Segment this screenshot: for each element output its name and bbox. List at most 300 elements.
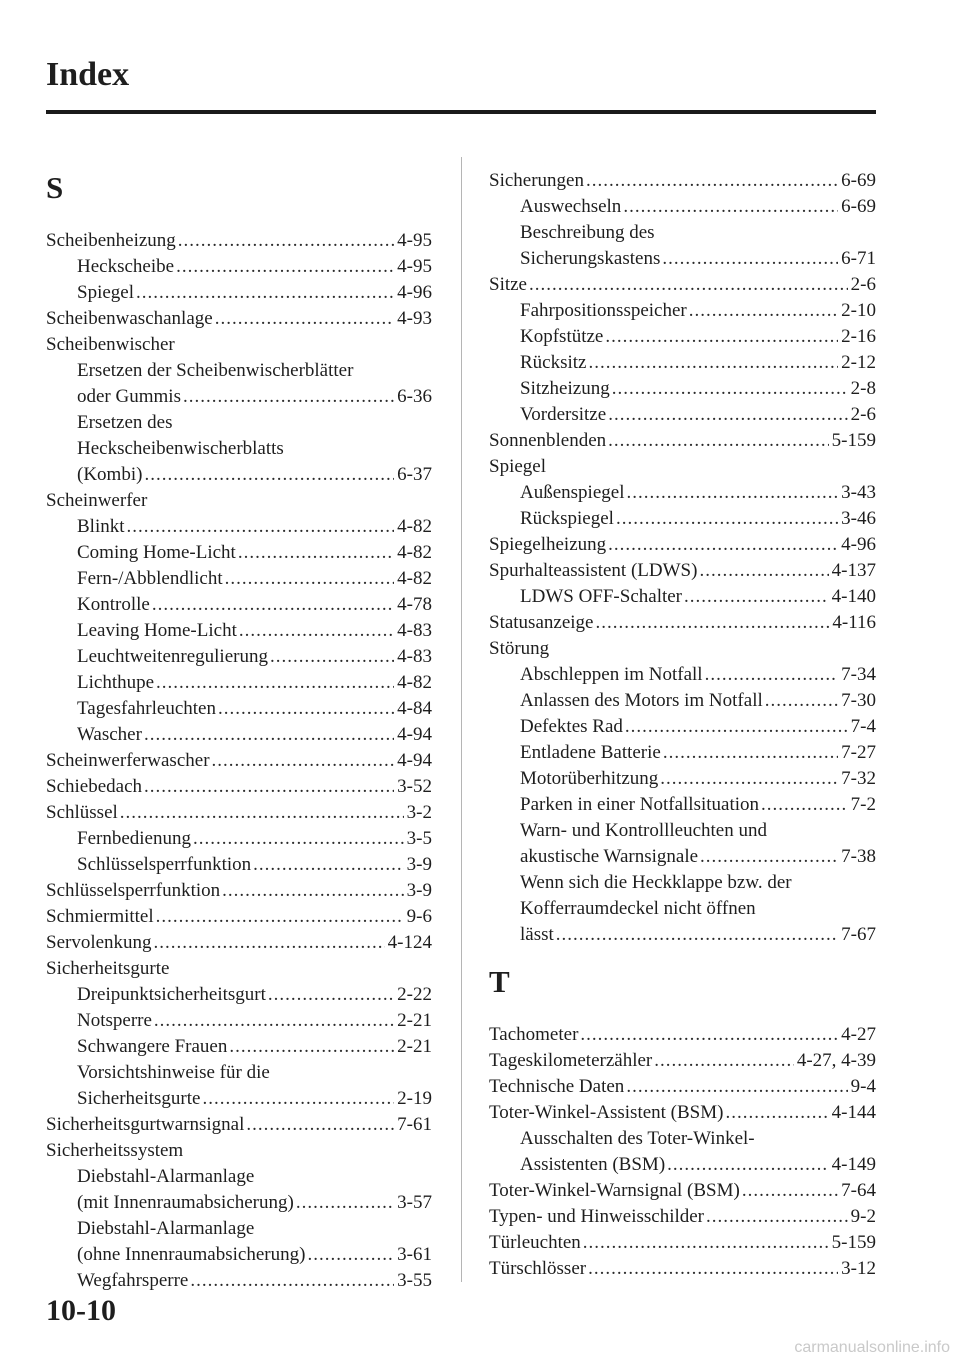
index-entry bbox=[489, 1230, 876, 1256]
entry-term: Wascher bbox=[77, 724, 142, 745]
dot-leader bbox=[193, 826, 404, 852]
entry-page-ref: 3-2 bbox=[406, 802, 432, 823]
entry-page-ref: 7-4 bbox=[850, 716, 876, 737]
entry-page-ref: 7-67 bbox=[841, 924, 876, 945]
dot-leader bbox=[626, 1074, 847, 1100]
entry-page-ref: 4-84 bbox=[397, 698, 432, 719]
entry-page-ref: 4-96 bbox=[841, 534, 876, 555]
entry-page-ref: 3-46 bbox=[841, 508, 876, 529]
entry-term: Wenn sich die Heckklappe bzw. der bbox=[520, 872, 792, 893]
index-entry bbox=[489, 636, 876, 662]
index-entry bbox=[46, 748, 432, 774]
entry-term: Notsperre bbox=[77, 1010, 152, 1031]
dot-leader bbox=[296, 1190, 394, 1216]
entry-term: (ohne Innenraumabsicherung) bbox=[77, 1244, 306, 1265]
entry-term: Rückspiegel bbox=[520, 508, 614, 529]
index-subentry bbox=[46, 1268, 432, 1294]
index-entry bbox=[489, 558, 876, 584]
dot-leader bbox=[765, 688, 838, 714]
dot-leader bbox=[183, 384, 394, 410]
dot-leader bbox=[588, 1256, 838, 1282]
index-entry bbox=[46, 956, 432, 982]
entry-term: Defektes Rad bbox=[520, 716, 623, 737]
index-subentry bbox=[46, 1086, 432, 1112]
entry-page-ref: 3-12 bbox=[841, 1258, 876, 1279]
index-subentry bbox=[489, 506, 876, 532]
dot-leader bbox=[144, 462, 394, 488]
dot-leader bbox=[625, 714, 848, 740]
entry-page-ref: 2-10 bbox=[841, 300, 876, 321]
entry-page-ref: 3-57 bbox=[397, 1192, 432, 1213]
index-subentry bbox=[489, 246, 876, 272]
entry-page-ref: 4-27, 4-39 bbox=[796, 1050, 876, 1071]
index-subentry bbox=[46, 514, 432, 540]
dot-leader bbox=[608, 532, 838, 558]
index-entry bbox=[489, 1204, 876, 1230]
index-entry bbox=[46, 488, 432, 514]
index-subentry bbox=[489, 324, 876, 350]
index-entry bbox=[46, 332, 432, 358]
dot-leader bbox=[215, 306, 394, 332]
dot-leader bbox=[529, 272, 848, 298]
index-column-right bbox=[489, 168, 876, 1282]
index-subentry bbox=[46, 436, 432, 462]
dot-leader bbox=[612, 376, 848, 402]
entry-term: Schlüssel bbox=[46, 802, 118, 823]
index-subentry bbox=[489, 1152, 876, 1178]
entry-page-ref: 4-95 bbox=[397, 256, 432, 277]
dot-leader bbox=[190, 1268, 394, 1294]
index-entry-list bbox=[489, 1022, 876, 1282]
entry-page-ref: 4-144 bbox=[831, 1102, 876, 1123]
entry-page-ref: 5-159 bbox=[831, 430, 876, 451]
index-subentry bbox=[489, 766, 876, 792]
entry-term: Tagesfahrleuchten bbox=[77, 698, 216, 719]
dot-leader bbox=[127, 514, 395, 540]
dot-leader bbox=[307, 1242, 394, 1268]
index-subentry bbox=[489, 792, 876, 818]
dot-leader bbox=[176, 254, 394, 280]
index-entry bbox=[489, 272, 876, 298]
index-entry bbox=[46, 774, 432, 800]
dot-leader bbox=[623, 194, 838, 220]
dot-leader bbox=[595, 610, 829, 636]
dot-leader bbox=[605, 324, 838, 350]
entry-term: Statusanzeige bbox=[489, 612, 594, 633]
entry-page-ref: 7-64 bbox=[841, 1180, 876, 1201]
index-subentry bbox=[489, 194, 876, 220]
entry-page-ref: 2-12 bbox=[841, 352, 876, 373]
index-entry bbox=[489, 1178, 876, 1204]
dot-leader bbox=[212, 748, 395, 774]
entry-page-ref: 3-55 bbox=[397, 1270, 432, 1291]
entry-term: Kopfstütze bbox=[520, 326, 604, 347]
entry-page-ref: 7-32 bbox=[841, 768, 876, 789]
index-entry bbox=[46, 1112, 432, 1138]
dot-leader bbox=[144, 722, 394, 748]
entry-term: Vordersitze bbox=[520, 404, 607, 425]
entry-page-ref: 9-4 bbox=[850, 1076, 876, 1097]
index-subentry bbox=[46, 722, 432, 748]
index-subentry bbox=[489, 870, 876, 896]
dot-leader bbox=[589, 350, 839, 376]
index-subentry bbox=[46, 852, 432, 878]
entry-term: Sicherheitsgurte bbox=[77, 1088, 201, 1109]
entry-page-ref: 4-82 bbox=[397, 672, 432, 693]
index-subentry bbox=[46, 462, 432, 488]
entry-term: Störung bbox=[489, 638, 550, 659]
entry-page-ref: 4-94 bbox=[397, 750, 432, 771]
entry-term: Wegfahrsperre bbox=[77, 1270, 189, 1291]
entry-page-ref: 4-93 bbox=[397, 308, 432, 329]
entry-term: Parken in einer Notfallsituation bbox=[520, 794, 760, 815]
index-subentry bbox=[46, 384, 432, 410]
dot-leader bbox=[654, 1048, 794, 1074]
page-title: Index bbox=[46, 56, 130, 93]
index-subentry bbox=[489, 480, 876, 506]
dot-leader bbox=[120, 800, 404, 826]
index-subentry bbox=[489, 662, 876, 688]
entry-term: Assistenten (BSM) bbox=[520, 1154, 666, 1175]
entry-term: Diebstahl-Alarmanlage bbox=[77, 1166, 255, 1187]
entry-term: Spiegelheizung bbox=[489, 534, 607, 555]
entry-term: Ersetzen der Scheibenwischerblätter bbox=[77, 360, 354, 381]
entry-term: Sicherheitsgurte bbox=[46, 958, 170, 979]
index-subentry bbox=[489, 584, 876, 610]
dot-leader bbox=[608, 402, 847, 428]
dot-leader bbox=[239, 618, 394, 644]
index-subentry bbox=[489, 220, 876, 246]
entry-page-ref: 2-16 bbox=[841, 326, 876, 347]
entry-term: Sicherungen bbox=[489, 170, 584, 191]
entry-page-ref: 9-2 bbox=[850, 1206, 876, 1227]
entry-term: Leuchtweitenregulierung bbox=[77, 646, 268, 667]
entry-term: Entladene Batterie bbox=[520, 742, 661, 763]
entry-term: Scheinwerfer bbox=[46, 490, 148, 511]
index-entry-list bbox=[46, 228, 432, 1294]
entry-term: LDWS OFF-Schalter bbox=[520, 586, 683, 607]
entry-page-ref: 4-94 bbox=[397, 724, 432, 745]
dot-leader bbox=[246, 1112, 394, 1138]
dot-leader bbox=[689, 298, 838, 324]
entry-page-ref: 4-124 bbox=[387, 932, 432, 953]
entry-page-ref: 4-116 bbox=[832, 612, 876, 633]
entry-term: Typen- und Hinweisschilder bbox=[489, 1206, 705, 1227]
entry-page-ref: 2-6 bbox=[850, 404, 876, 425]
entry-term: Sitze bbox=[489, 274, 527, 295]
dot-leader bbox=[225, 566, 395, 592]
entry-page-ref: 2-19 bbox=[397, 1088, 432, 1109]
index-subentry bbox=[489, 402, 876, 428]
entry-page-ref: 7-61 bbox=[397, 1114, 432, 1135]
index-entry bbox=[489, 532, 876, 558]
entry-term: Schlüsselsperrfunktion bbox=[77, 854, 252, 875]
entry-page-ref: 4-96 bbox=[397, 282, 432, 303]
dot-leader bbox=[556, 922, 838, 948]
dot-leader bbox=[136, 280, 394, 306]
entry-page-ref: 5-159 bbox=[831, 1232, 876, 1253]
dot-leader bbox=[616, 506, 838, 532]
index-entry bbox=[489, 1100, 876, 1126]
index-entry-list bbox=[489, 168, 876, 948]
entry-page-ref: 7-30 bbox=[841, 690, 876, 711]
entry-page-ref: 3-9 bbox=[406, 880, 432, 901]
entry-page-ref: 7-34 bbox=[841, 664, 876, 685]
page-number: 10-10 bbox=[46, 1294, 116, 1327]
entry-term: Sicherheitsgurtwarnsignal bbox=[46, 1114, 245, 1135]
watermark: carmanualsonline.info bbox=[794, 1339, 950, 1356]
index-entry bbox=[489, 168, 876, 194]
index-subentry bbox=[489, 844, 876, 870]
index-subentry bbox=[489, 818, 876, 844]
entry-page-ref: 4-137 bbox=[831, 560, 876, 581]
entry-page-ref: 3-52 bbox=[397, 776, 432, 797]
entry-term: Tageskilometerzähler bbox=[489, 1050, 653, 1071]
dot-leader bbox=[144, 774, 394, 800]
column-divider bbox=[461, 157, 462, 1282]
entry-term: Schlüsselsperrfunktion bbox=[46, 880, 221, 901]
dot-leader bbox=[238, 540, 394, 566]
index-entry bbox=[489, 1256, 876, 1282]
index-subentry bbox=[489, 376, 876, 402]
entry-term: Abschleppen im Notfall bbox=[520, 664, 703, 685]
entry-term: Kofferraumdeckel nicht öffnen bbox=[520, 898, 756, 919]
entry-term: Schiebedach bbox=[46, 776, 143, 797]
entry-term: Fernbedienung bbox=[77, 828, 191, 849]
entry-term: Ersetzen des bbox=[77, 412, 173, 433]
dot-leader bbox=[178, 228, 394, 254]
entry-term: Blinkt bbox=[77, 516, 125, 537]
entry-page-ref: 6-69 bbox=[841, 170, 876, 191]
entry-page-ref: 4-140 bbox=[831, 586, 876, 607]
entry-page-ref: 7-27 bbox=[841, 742, 876, 763]
index-subentry bbox=[46, 280, 432, 306]
dot-leader bbox=[222, 878, 404, 904]
entry-page-ref: 4-83 bbox=[397, 646, 432, 667]
entry-term: Ausschalten des Toter-Winkel- bbox=[520, 1128, 755, 1149]
dot-leader bbox=[586, 168, 838, 194]
index-subentry bbox=[46, 1242, 432, 1268]
entry-page-ref: 4-78 bbox=[397, 594, 432, 615]
entry-term: Kontrolle bbox=[77, 594, 150, 615]
dot-leader bbox=[154, 930, 385, 956]
entry-page-ref: 6-69 bbox=[841, 196, 876, 217]
index-entry bbox=[46, 930, 432, 956]
index-subentry bbox=[46, 826, 432, 852]
entry-term: Servolenkung bbox=[46, 932, 152, 953]
dot-leader bbox=[662, 246, 838, 272]
index-entry bbox=[489, 1074, 876, 1100]
entry-term: Anlassen des Motors im Notfall bbox=[520, 690, 763, 711]
index-subentry bbox=[489, 298, 876, 324]
index-subentry bbox=[46, 1034, 432, 1060]
entry-term: Auswechseln bbox=[520, 196, 622, 217]
entry-term: Scheibenheizung bbox=[46, 230, 176, 251]
dot-leader bbox=[152, 592, 394, 618]
entry-term: Fern-/Abblendlicht bbox=[77, 568, 223, 589]
dot-leader bbox=[156, 670, 394, 696]
index-entry bbox=[489, 428, 876, 454]
entry-page-ref: 2-21 bbox=[397, 1036, 432, 1057]
dot-leader bbox=[699, 558, 828, 584]
dot-leader bbox=[761, 792, 848, 818]
index-entry bbox=[46, 904, 432, 930]
entry-term: Dreipunktsicherheitsgurt bbox=[77, 984, 266, 1005]
index-entry bbox=[489, 1048, 876, 1074]
entry-page-ref: 7-38 bbox=[841, 846, 876, 867]
index-subentry bbox=[46, 1164, 432, 1190]
entry-page-ref: 4-83 bbox=[397, 620, 432, 641]
entry-page-ref: 4-82 bbox=[397, 568, 432, 589]
index-subentry bbox=[489, 350, 876, 376]
entry-page-ref: 4-82 bbox=[397, 542, 432, 563]
entry-term: Schmiermittel bbox=[46, 906, 154, 927]
entry-term: lässt bbox=[520, 924, 554, 945]
index-entry bbox=[46, 878, 432, 904]
entry-term: Schwangere Frauen bbox=[77, 1036, 228, 1057]
index-entry bbox=[489, 454, 876, 480]
entry-term: Toter-Winkel-Warnsignal (BSM) bbox=[489, 1180, 740, 1201]
entry-page-ref: 3-9 bbox=[406, 854, 432, 875]
index-subentry bbox=[46, 644, 432, 670]
dot-leader bbox=[725, 1100, 828, 1126]
dot-leader bbox=[700, 844, 838, 870]
index-subentry bbox=[489, 714, 876, 740]
entry-term: Toter-Winkel-Assistent (BSM) bbox=[489, 1102, 724, 1123]
entry-page-ref: 3-5 bbox=[406, 828, 432, 849]
entry-page-ref: 6-71 bbox=[841, 248, 876, 269]
dot-leader bbox=[270, 644, 394, 670]
entry-page-ref: 6-37 bbox=[397, 464, 432, 485]
entry-term: Vorsichtshinweise für die bbox=[77, 1062, 270, 1083]
entry-term: Technische Daten bbox=[489, 1076, 625, 1097]
index-subentry bbox=[46, 1190, 432, 1216]
entry-page-ref: 4-82 bbox=[397, 516, 432, 537]
index-subentry bbox=[46, 670, 432, 696]
dot-leader bbox=[268, 982, 394, 1008]
dot-leader bbox=[626, 480, 838, 506]
entry-term: Außenspiegel bbox=[520, 482, 625, 503]
entry-term: Scheibenwischer bbox=[46, 334, 175, 355]
index-subentry bbox=[489, 688, 876, 714]
entry-term: Lichthupe bbox=[77, 672, 155, 693]
entry-term: Heckscheibe bbox=[77, 256, 175, 277]
entry-page-ref: 6-36 bbox=[397, 386, 432, 407]
entry-term: akustische Warnsignale bbox=[520, 846, 699, 867]
dot-leader bbox=[706, 1204, 848, 1230]
section-letter-s: S bbox=[46, 170, 64, 205]
entry-term: Spiegel bbox=[489, 456, 546, 477]
dot-leader bbox=[202, 1086, 394, 1112]
dot-leader bbox=[663, 740, 838, 766]
dot-leader bbox=[154, 1008, 394, 1034]
index-entry bbox=[46, 228, 432, 254]
index-subentry bbox=[46, 566, 432, 592]
dot-leader bbox=[684, 584, 829, 610]
entry-page-ref: 3-61 bbox=[397, 1244, 432, 1265]
entry-term: Rücksitz bbox=[520, 352, 587, 373]
index-subentry bbox=[46, 592, 432, 618]
entry-term: (Kombi) bbox=[77, 464, 143, 485]
entry-term: Spiegel bbox=[77, 282, 134, 303]
entry-page-ref: 9-6 bbox=[406, 906, 432, 927]
dot-leader bbox=[583, 1230, 829, 1256]
entry-term: Coming Home-Licht bbox=[77, 542, 236, 563]
entry-term: Spurhalteassistent (LDWS) bbox=[489, 560, 698, 581]
entry-page-ref: 4-149 bbox=[831, 1154, 876, 1175]
index-entry bbox=[489, 1022, 876, 1048]
dot-leader bbox=[660, 766, 838, 792]
dot-leader bbox=[742, 1178, 838, 1204]
entry-term: Heckscheibenwischerblatts bbox=[77, 438, 284, 459]
index-subentry bbox=[46, 696, 432, 722]
entry-page-ref: 2-21 bbox=[397, 1010, 432, 1031]
index-subentry bbox=[46, 254, 432, 280]
entry-page-ref: 2-8 bbox=[850, 378, 876, 399]
entry-term: Tachometer bbox=[489, 1024, 579, 1045]
index-subentry bbox=[46, 540, 432, 566]
entry-page-ref: 2-22 bbox=[397, 984, 432, 1005]
dot-leader bbox=[229, 1034, 394, 1060]
entry-term: Sonnenblenden bbox=[489, 430, 607, 451]
entry-term: Scheibenwaschanlage bbox=[46, 308, 213, 329]
dot-leader bbox=[608, 428, 829, 454]
dot-leader bbox=[580, 1022, 838, 1048]
entry-page-ref: 7-2 bbox=[850, 794, 876, 815]
index-entry bbox=[46, 1138, 432, 1164]
index-subentry bbox=[46, 358, 432, 384]
index-subentry bbox=[46, 618, 432, 644]
index-column-left bbox=[46, 168, 432, 1294]
entry-term: Motorüberhitzung bbox=[520, 768, 659, 789]
index-subentry bbox=[46, 1060, 432, 1086]
entry-term: oder Gummis bbox=[77, 386, 181, 407]
entry-term: Scheinwerferwascher bbox=[46, 750, 210, 771]
dot-leader bbox=[667, 1152, 829, 1178]
entry-page-ref: 2-6 bbox=[850, 274, 876, 295]
entry-term: Leaving Home-Licht bbox=[77, 620, 237, 641]
index-entry bbox=[46, 800, 432, 826]
index-entry bbox=[489, 610, 876, 636]
entry-term: Sicherungskastens bbox=[520, 248, 661, 269]
entry-term: Fahrpositionsspeicher bbox=[520, 300, 687, 321]
index-subentry bbox=[46, 982, 432, 1008]
entry-term: Diebstahl-Alarmanlage bbox=[77, 1218, 255, 1239]
dot-leader bbox=[156, 904, 404, 930]
entry-term: Sitzheizung bbox=[520, 378, 610, 399]
index-subentry bbox=[489, 740, 876, 766]
entry-term: Türleuchten bbox=[489, 1232, 581, 1253]
index-subentry bbox=[46, 410, 432, 436]
index-subentry bbox=[489, 922, 876, 948]
header-rule bbox=[46, 110, 876, 114]
entry-term: (mit Innenraumabsicherung) bbox=[77, 1192, 294, 1213]
index-subentry bbox=[46, 1216, 432, 1242]
index-subentry bbox=[489, 1126, 876, 1152]
index-entry bbox=[46, 306, 432, 332]
entry-page-ref: 4-27 bbox=[841, 1024, 876, 1045]
entry-term: Beschreibung des bbox=[520, 222, 655, 243]
entry-term: Warn- und Kontrollleuchten und bbox=[520, 820, 767, 841]
dot-leader bbox=[218, 696, 394, 722]
entry-term: Sicherheitssystem bbox=[46, 1140, 184, 1161]
entry-page-ref: 3-43 bbox=[841, 482, 876, 503]
entry-page-ref: 4-95 bbox=[397, 230, 432, 251]
dot-leader bbox=[253, 852, 404, 878]
dot-leader bbox=[705, 662, 839, 688]
entry-term: Türschlösser bbox=[489, 1258, 587, 1279]
section-letter-t: T bbox=[489, 964, 510, 999]
